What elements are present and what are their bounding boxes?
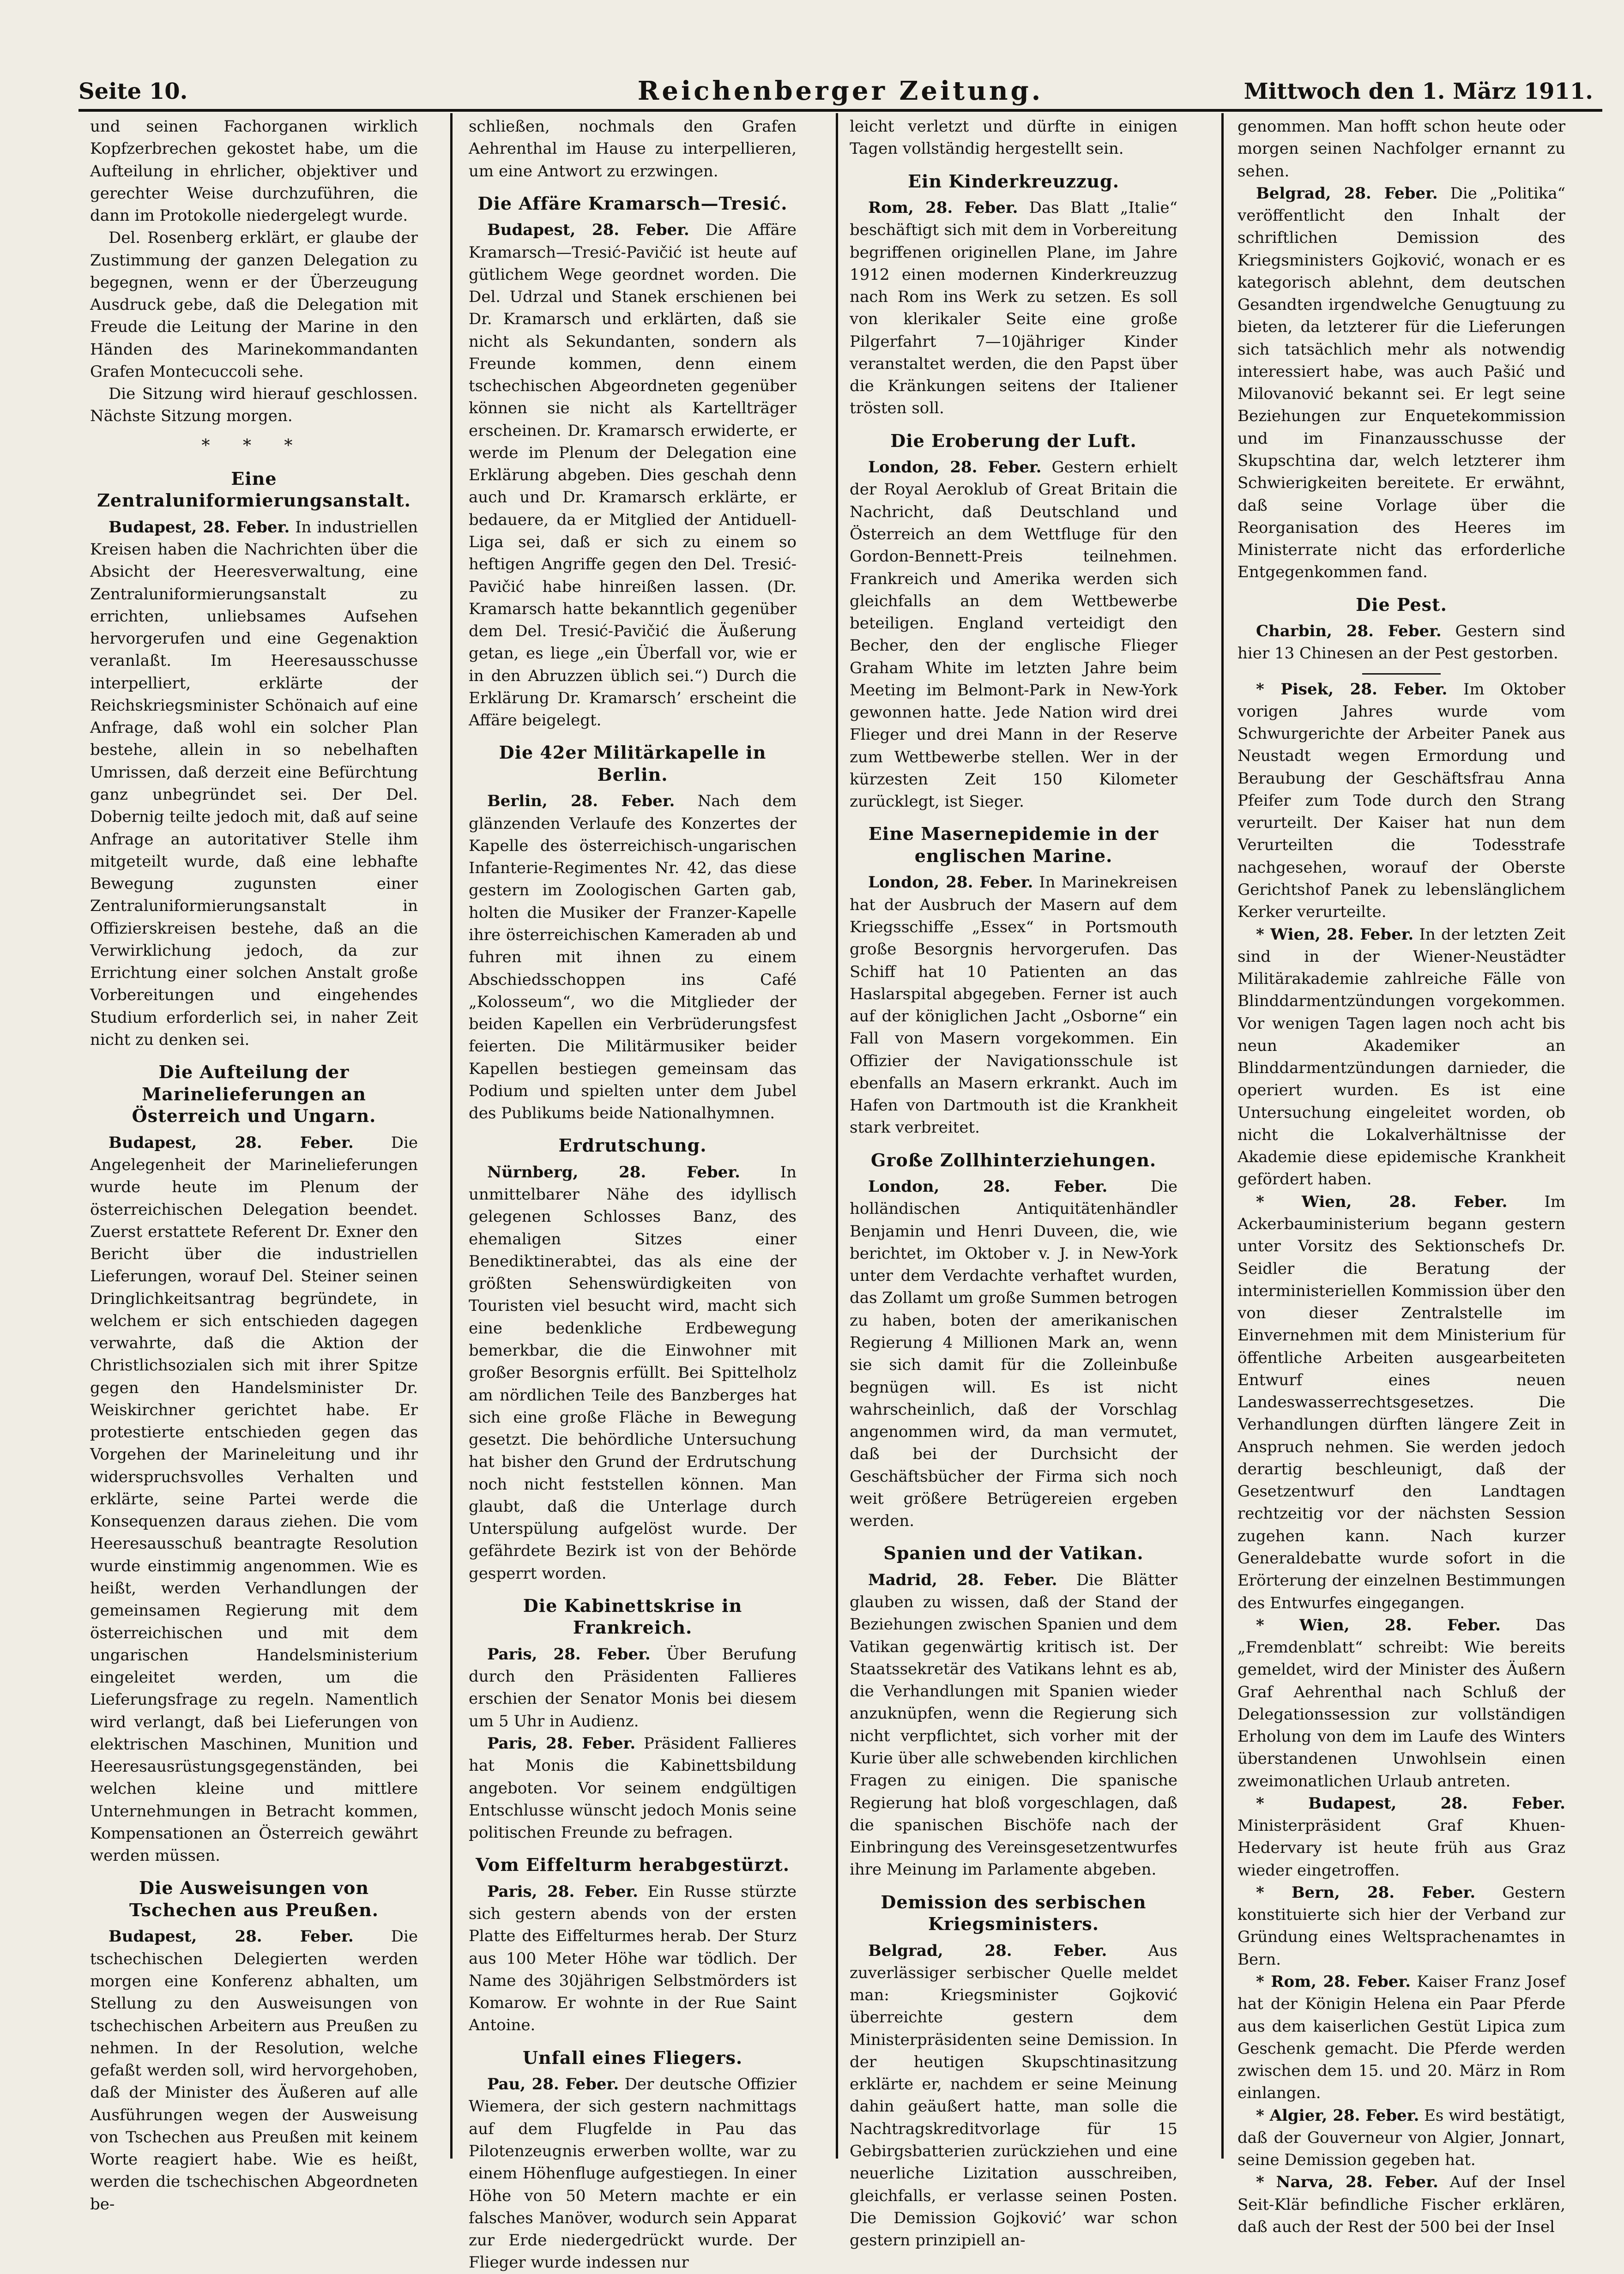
paragraph-text: Gestern konstituierte sich hier der Verband zur Gründung eines Weltsprachenamtes in Bern. bbox=[1238, 1883, 1565, 1969]
article-paragraph bbox=[1238, 678, 1565, 923]
article-heading: Erdrutschung. bbox=[558, 1135, 707, 1156]
article-paragraph bbox=[469, 1161, 797, 1585]
article-heading: Die Affäre Kramarsch—Tresić. bbox=[477, 193, 788, 214]
dateline: Budapest, 28. Feber. bbox=[109, 518, 290, 537]
paragraph-text: Ein Russe stürzte sich gestern abends von der ersten Platte des Eiffelturmes herab. Der Sturz aus 100 Meter Höhe war tödlich. Der Name des 30jährigen Selbstmörders ist Komarow. Er wohnte in der Rue Saint Antoine. bbox=[469, 1882, 797, 2035]
article-heading: Große Zollhinterziehungen. bbox=[870, 1149, 1157, 1170]
article-paragraph bbox=[850, 1569, 1177, 1881]
paragraph-text: Ministerpräsident Graf Khuen-Hedervary ist heute früh aus Graz wieder eingetroffen. bbox=[1238, 1816, 1565, 1880]
dateline: * Narva, 28. Feber. bbox=[1256, 2173, 1438, 2192]
article-paragraph bbox=[850, 1176, 1177, 1532]
dateline: * Pisek, 28. Feber. bbox=[1256, 680, 1448, 699]
dateline: London, 28. Feber. bbox=[868, 1177, 1108, 1196]
dateline: Budapest, 28. Feber. bbox=[109, 1133, 354, 1152]
dateline: Paris, 28. Feber. bbox=[487, 1734, 636, 1753]
paragraph-text: Kaiser Franz Josef hat der Königin Helena ein Paar Pferde aus dem kaiserlichen Gestüt Lipica zum Geschenk gemacht. Die Pferde werden zwischen dem 15. und 20. März in Rom einlangen. bbox=[1238, 1972, 1565, 2103]
article-paragraph bbox=[90, 227, 418, 383]
article-paragraph bbox=[1238, 2171, 1565, 2238]
article-paragraph bbox=[1238, 923, 1565, 1191]
dateline: London, 28. Feber. bbox=[868, 873, 1033, 892]
paragraph-text: Die Blätter glauben zu wissen, daß der Stand der Beziehungen zwischen Spanien und dem Vatikan gegenwärtig kritisch ist. Der Staatssekretär des Vatikans lehnt es ab, die Verhandlungen mit Spanien wieder anzuknüpfen, wenn die Regierung sich nicht verpflichtet, sich vorher mit der Kurie über alle schwebenden kirchlichen Fragen zu einigen. Die spanische Regierung hat bloß vorgeschlagen, daß die spanischen Bischöfe nach der Einbringung des Vereinsgesetzentwurfes ihre Meinung im Parlamente abgeben. bbox=[850, 1570, 1177, 1879]
article-paragraph bbox=[1238, 1191, 1565, 1614]
dateline: London, 28. Feber. bbox=[868, 458, 1042, 477]
dateline: Rom, 28. Feber. bbox=[868, 199, 1018, 217]
header-rule bbox=[78, 109, 1602, 112]
dateline: Pau, 28. Feber. bbox=[487, 2075, 619, 2094]
paragraph-text: schließen, nochmals den Grafen Aehrenthal im Hause zu interpellieren, um eine Antwort zu erzwingen. bbox=[469, 117, 797, 181]
article-heading: Die Eroberung der Luft. bbox=[890, 430, 1137, 451]
article-heading: Die Aufteilung der Marinelieferungen an Österreich und Ungarn. bbox=[132, 1062, 376, 1127]
dateline: * Wien, 28. Feber. bbox=[1256, 925, 1414, 944]
article-heading: Die Pest. bbox=[1356, 594, 1447, 615]
dateline: Budapest, 28. Feber. bbox=[109, 1927, 354, 1946]
paragraph-text: Präsident Fallieres hat Monis die Kabinettsbildung angeboten. Vor seinem endgültigen Entschlusse wünscht jedoch Monis seine politischen Freunde zu befragen. bbox=[469, 1734, 797, 1842]
paragraph-text: Die Angelegenheit der Marinelieferungen wurde heute im Plenum der österreichischen Delegation beendet. Zuerst erstattete Referent Dr. Exner den Bericht über die industriellen Lieferungen, worauf Del. Steiner seinen Dringlichkeitsantrag begründete, in welchem er sich entschieden dagegen verwahrte, daß die Aktion der Christlichsozialen sich mit ihrer Spitze gegen den Handelsminister Dr. Weiskirchner gerichtet habe. Er protestierte entschieden gegen das Vorgehen der Marineleitung und ihr widerspruchsvolles Verhalten und erklärte, seine Partei werde die Konsequenzen daraus ziehen. Die vom Heeresausschuß beantragte Resolution wurde einstimmig angenommen. Wie es heißt, werden Verhandlungen der gemeinsamen Regierung mit dem österreichischen und mit dem ungarischen Handelsministerium eingeleitet werden, um die Lieferungsfrage zu regeln. Namentlich wird verlangt, daß bei Lieferungen von elektrischen Maschinen, Munition und Heeresausrüstungsgegenständen, bei welchen kleine und mittlere Unternehmungen in Betracht kommen, Kompensationen an Österreich gewährt werden müssen. bbox=[90, 1133, 418, 1865]
article-paragraph bbox=[1238, 1792, 1565, 1882]
paragraph-text: genommen. Man hofft schon heute oder morgen seinen Nachfolger ernannt zu sehen. bbox=[1238, 117, 1565, 181]
issue-date: Mittwoch den 1. März 1911. bbox=[1244, 78, 1593, 104]
dateline: Charbin, 28. Feber. bbox=[1256, 622, 1442, 641]
newspaper-title: Reichenberger Zeitung. bbox=[637, 76, 1044, 106]
dateline: * Wien, 28. Feber. bbox=[1256, 1616, 1501, 1635]
paragraph-text: Die Sitzung wird hierauf geschlossen. Nächste Sitzung morgen. bbox=[90, 385, 418, 426]
column-separator bbox=[450, 113, 453, 2159]
article-paragraph bbox=[850, 871, 1177, 1139]
article-paragraph bbox=[1238, 1882, 1565, 1971]
article-paragraph bbox=[90, 1925, 418, 2215]
article-paragraph bbox=[469, 219, 797, 731]
paragraph-text: Die „Politika“ veröffentlicht den Inhalt der schriftlichen Demission des Kriegsministers Gojković, wonach er es kategorisch ablehnt, dem deutschen Gesandten irgendwelche Genugtuung zu bieten, da letzterer für die Lieferungen sich tatsächlich mehr als notwendig interessiert habe, was auch Pašić und Milovanović bekannt sei. Er legt seine Beziehungen zur Enquetekommission und im Finanzausschusse der Skupschtina dar, welch letzterer ihm Schwierigkeiten bereitete. Er erwähnt, daß seine Vorlage über die Reorganisation des Heeres im Ministerrate nicht das erforderliche Entgegenkommen fand. bbox=[1238, 184, 1565, 582]
article-paragraph bbox=[90, 516, 418, 1051]
article-paragraph bbox=[1238, 1614, 1565, 1792]
article-heading: Unfall eines Fliegers. bbox=[522, 2047, 743, 2068]
dateline: * Rom, 28. Feber. bbox=[1256, 1972, 1411, 1991]
article-heading: Eine Zentraluniformierungsanstalt. bbox=[97, 468, 411, 511]
section-divider-stars: * * * bbox=[201, 436, 307, 455]
dateline: * Algier, 28. Feber. bbox=[1256, 2106, 1419, 2125]
paragraph-text: Die Affäre Kramarsch—Tresić-Pavičić ist heute auf gütlichem Wege geordnet worden. Die Del. Udrzal und Stanek erschienen bei Dr. Kramarsch und erklärten, daß sie nicht als Sekundanten, sondern als Freunde kommen, denn einem tschechischen Abgeordneten gegenüber können sie nicht als Kartellträger erscheinen. Dr. Kramarsch erwiderte, er werde im Plenum der Delegation eine Erklärung abgeben. Dies geschah denn auch und Dr. Kramarsch erklärte, er bedauere, da er Mitglied der Antiduell-Liga sei, daß er sich zu einem so heftigen Angriffe gegen den Del. Tresić-Pavičić habe hinreißen lassen. (Dr. Kramarsch hatte bekanntlich gegenüber dem Del. Tresić-Pavičić die Äußerung getan, es liege „ein Überfall vor, wie er in den Abruzzen üblich sei.“) Durch die Erklärung Dr. Kramarsch’ erscheint die Affäre beigelegt. bbox=[469, 221, 797, 730]
paragraph-text: leicht verletzt und dürfte in einigen Tagen vollständig hergestellt sein. bbox=[850, 117, 1177, 158]
article-heading: Spanien und der Vatikan. bbox=[883, 1543, 1144, 1564]
article-paragraph bbox=[469, 115, 797, 182]
page-number: Seite 10. bbox=[78, 78, 188, 104]
paragraph-text: Aus zuverlässiger serbischer Quelle meldet man: Kriegsminister Gojković überreichte gestern dem Ministerpräsidenten seine Demission. In der heutigen Skupschtinasitzung erklärte er, nachdem er seine Meinung dahin geäußert hatte, man solle die Nachtragskreditvorlage für 15 Gebirgsbatterien zurückziehen und eine neuerliche Lizitation ausschreiben, gleichfalls, er verlasse seinen Posten. Die Demission Gojković’ war schon gestern prinzipiell an- bbox=[850, 1941, 1177, 2250]
article-paragraph bbox=[850, 197, 1177, 420]
column-separator bbox=[836, 113, 838, 2159]
article-heading: Die Ausweisungen von Tschechen aus Preußen. bbox=[129, 1877, 379, 1920]
article-paragraph bbox=[469, 2073, 797, 2274]
article-paragraph bbox=[469, 1732, 797, 1844]
article-paragraph bbox=[1238, 182, 1565, 584]
paragraph-text: Die tschechischen Delegierten werden morgen eine Konferenz abhalten, um Stellung zu den Ausweisungen von tschechischen Arbeitern aus Preußen zu nehmen. In der Resolution, welche gefaßt werden soll, wird hervorgehoben, daß der Minister des Äußeren auf alle Ausführungen wegen der Ausweisung von Tschechen aus Preußen mit keinem Worte reagiert habe. Wie es heißt, werden die tschechischen Abgeordneten be- bbox=[90, 1927, 418, 2214]
dateline: Berlin, 28. Feber. bbox=[487, 792, 675, 811]
article-paragraph bbox=[469, 790, 797, 1124]
paragraph-text: Das Blatt „Italie“ beschäftigt sich mit dem in Vorbereitung begriffenen originellen Plane, im Jahre 1912 einen modernen Kinderkreuzzug nach Rom ins Werk zu setzen. Es soll von klerikaler Seite eine große Pilgerfahrt 7—10jähriger Kinder veranstaltet werden, die den Papst über die Kränkungen seitens der Italiener trösten soll. bbox=[850, 199, 1177, 418]
paragraph-text: In unmittelbarer Nähe des idyllisch gelegenen Schlosses Banz, des ehemaligen Sitzes einer Benediktinerabtei, das als eine der größten Sehenswürdigkeiten von Touristen viel besucht wird, macht sich eine bedenkliche Erdbewegung bemerkbar, die die Einwohner mit großer Besorgnis erfüllt. Bei Spittelholz am nördlichen Teile des Banzberges hat sich eine große Fläche in Bewegung gesetzt. Die behördliche Untersuchung hat bisher den Grund der Erdrutschung noch nicht feststellen können. Man glaubt, daß die Unterlage durch Unterspülung aufgelöst wurde. Der gefährdete Bezirk ist von der Behörde gesperrt worden. bbox=[469, 1163, 797, 1583]
dateline: Nürnberg, 28. Feber. bbox=[487, 1163, 740, 1182]
paragraph-text: Gestern erhielt der Royal Aeroklub of Great Britain die Nachricht, daß Deutschland und Österreich an dem Wettfluge für den Gordon-Bennett-Preis teilnehmen. Frankreich und Amerika werden sich gleichfalls an dem Wettbewerbe beteiligen. England verteidigt den Becher, den der englische Flieger Graham White im letzten Jahre beim Meeting im Belmont-Park in New-York gewonnen hatte. Jede Nation wird drei Flieger und drei Mann in der Reserve zum Wettbewerbe stellen. Wer in der kürzesten Zeit 150 Kilometer zurücklegt, ist Sieger. bbox=[850, 458, 1177, 811]
column-separator bbox=[1221, 113, 1224, 2159]
article-paragraph bbox=[90, 1132, 418, 1867]
dateline: * Wien, 28. Feber. bbox=[1256, 1192, 1508, 1211]
dateline: * Bern, 28. Feber. bbox=[1256, 1883, 1476, 1902]
article-heading: Eine Masernepidemie in der englischen Marine. bbox=[868, 823, 1159, 866]
paragraph-text: In der letzten Zeit sind in der Wiener-Neustädter Militärakademie zahlreiche Fälle von Blinddarmentzündungen vorgekommen. Vor wenigen Tagen lagen noch acht bis neun Akademiker an Blinddarmentzündungen darnieder, die operiert wurden. Es ist eine Untersuchung eingeleitet worden, ob nicht die Lokalverhältnisse der Akademie diese epidemische Krankheit gefördert haben. bbox=[1238, 925, 1566, 1189]
article-paragraph bbox=[469, 1643, 797, 1732]
paragraph-text: In Marinekreisen hat der Ausbruch der Masern auf dem Kriegsschiffe „Essex“ in Portsmouth große Besorgnis hervorgerufen. Das Schiff hat 10 Patienten an das Haslarspital abgegeben. Ferner ist auch auf der königlichen Jacht „Osborne“ ein Fall von Masern vorgekommen. Ein Offizier der Navigationsschule ist ebenfalls an Masern erkrankt. Auch im Hafen von Dartmouth ist die Krankheit stark verbreitet. bbox=[850, 873, 1178, 1137]
dateline: Paris, 28. Feber. bbox=[487, 1882, 638, 1901]
paragraph-text: Es wird bestätigt, daß der Gouverneur von Algier, Jonnart, seine Demission gegeben hat. bbox=[1238, 2106, 1566, 2170]
article-paragraph bbox=[850, 456, 1177, 813]
article-heading: Vom Eiffelturm herabgestürzt. bbox=[476, 1854, 790, 1876]
text-column-3 bbox=[850, 115, 1178, 2250]
article-heading: Demission des serbischen Kriegsministers. bbox=[881, 1891, 1147, 1935]
dateline: Madrid, 28. Feber. bbox=[868, 1570, 1057, 1589]
article-heading: Ein Kinderkreuzzug. bbox=[908, 170, 1119, 192]
paragraph-text: Das „Fremdenblatt“ schreibt: Wie bereits gemeldet, wird der Minister des Äußern Graf Aehrenthal nach Schluß der Delegationssession zur vollständigen Erholung von dem im Laufe des Winters überstandenen Unwohlsein einen zweimonatlichen Urlaub antreten. bbox=[1238, 1616, 1565, 1791]
paragraph-text: Über Berufung durch den Präsidenten Fallieres erschien der Senator Monis bei diesem um 5 Uhr in Audienz. bbox=[469, 1645, 797, 1731]
paragraph-text: Nach dem glänzenden Verlaufe des Konzertes der Kapelle des österreichisch-ungarischen Infanterie-Regimentes Nr. 42, das diese gestern im Zoologischen Garten gab, holten die Musiker der Franzer-Kapelle ihre österreichischen Kameraden ab und fuhren mit ihnen zu einem Abschiedsschoppen ins Café „Kolosseum“, wo die Mitglieder der beiden Kapellen ein Verbrüderungsfest feierten. Die Militärmusiker beider Kapellen bestiegen gemeinsam das Podium und spielten unter dem Jubel des Publikums beide Nationalhymnen. bbox=[469, 792, 797, 1123]
article-paragraph bbox=[469, 1881, 797, 2037]
page-header bbox=[78, 69, 1602, 111]
article-paragraph bbox=[850, 1940, 1177, 2252]
article-heading: Die Kabinettskrise in Frankreich. bbox=[523, 1595, 743, 1638]
article-paragraph bbox=[1238, 1971, 1565, 2105]
dateline: Belgrad, 28. Feber. bbox=[868, 1941, 1107, 1960]
paragraph-text: Del. Rosenberg erklärt, er glaube der Zustimmung der ganzen Delegation zu begegnen, wenn er der Überzeugung Ausdruck gebe, daß die Delegation mit Freude die Leitung der Marine in den Händen des Marinekommandanten Grafen Montecuccoli sehe. bbox=[90, 229, 418, 381]
article-paragraph bbox=[850, 115, 1177, 160]
paragraph-text: Im Ackerbauministerium begann gestern unter Vorsitz des Sektionschefs Dr. Seidler die Beratung der interministeriellen Kommission über den von dieser Zentralstelle im Einvernehmen mit dem Ministerium für öffentliche Arbeiten ausgearbeiteten Entwurf eines neuen Landeswasserrechtsgesetzes. Die Verhandlungen dürften längere Zeit in Anspruch nehmen. Sie werden jedoch derartig beschleunigt, daß der Gesetzentwurf den Landtagen rechtzeitig vor der nächsten Session zugehen kann. Nach kurzer Generaldebatte wurde sofort in die Erörterung der einzelnen Bestimmungen des Entwurfes eingegangen. bbox=[1238, 1192, 1565, 1612]
paragraph-text: Gestern sind hier 13 Chinesen an der Pest gestorben. bbox=[1238, 622, 1565, 663]
article-heading: Die 42er Militärkapelle in Berlin. bbox=[499, 742, 767, 785]
dateline: * Budapest, 28. Feber. bbox=[1256, 1794, 1565, 1813]
article-paragraph bbox=[1238, 115, 1565, 182]
paragraph-text: Im Oktober vorigen Jahres wurde vom Schwurgerichte der Arbeiter Panek aus Neustadt wegen Ermordung und Beraubung der Geschäftsfrau Anna Pfeifer zum Tode durch den Strang verurteilt. Der Kaiser hat nun dem Verurteilten die Todesstrafe nachgesehen, worauf der Oberste Gerichtshof Panek zu lebenslänglichem Kerker verurteilte. bbox=[1238, 680, 1565, 922]
article-paragraph bbox=[90, 383, 418, 428]
text-column-4 bbox=[1238, 115, 1566, 2236]
article-paragraph bbox=[90, 115, 418, 227]
dateline: Paris, 28. Feber. bbox=[487, 1645, 651, 1664]
text-column-2 bbox=[469, 115, 797, 2272]
paragraph-text: und seinen Fachorganen wirklich Kopfzerbrechen gekostet habe, um die Aufteilung in ehrlicher, objektiver und gerechter Weise durchzuführen, die dann im Protokolle niedergelegt wurde. bbox=[90, 117, 418, 225]
article-paragraph bbox=[1238, 620, 1565, 665]
paragraph-text: Die holländischen Antiquitätenhändler Benjamin und Henri Duveen, die, wie berichtet, im Oktober v. J. in New-York unter dem Verdachte verhaftet wurden, das Zollamt um große Summen betrogen zu haben, boten der amerikanischen Regierung 4 Millionen Mark an, wenn sie sich damit für die Zolleinbuße begnügen will. Es ist nicht wahrscheinlich, daß der Vorschlag angenommen wird, da man vermutet, daß bei der Durchsicht der Geschäftsbücher der Firma sich noch weit größere Betrügereien ergeben werden. bbox=[850, 1177, 1177, 1531]
dateline: Belgrad, 28. Feber. bbox=[1256, 184, 1438, 203]
paragraph-text: Der deutsche Offizier Wiemera, der sich gestern nachmittags auf dem Flugfelde in Pau das Pilotenzeugnis erwerben wollte, war zu einem Höhenfluge aufgestiegen. In einer Höhe von 50 Metern machte er ein falsches Manöver, wodurch sein Apparat zur Erde niedergedrückt wurde. Der Flieger wurde indessen nur bbox=[469, 2075, 797, 2272]
text-column-1 bbox=[90, 115, 418, 2214]
paragraph-text: In industriellen Kreisen haben die Nachrichten über die Absicht der Heeresverwaltung, eine Zentraluniformierungsanstalt zu errichten, unliebsames Aufsehen hervorgerufen und eine Gegenaktion veranlaßt. Im Heeresausschusse interpelliert, erklärte der Reichskriegsminister Schönaich auf eine Anfrage, daß wohl ein solcher Plan bestehe, allein in so nebelhaften Umrissen, daß derzeit eine Befürchtung ganz unbegründet sei. Der Del. Dobernig teilte jedoch mit, daß auf seine Anfrage an autoritativer Stelle ihm mitgeteilt wurde, daß eine lebhafte Bewegung zugunsten einer Zentraluniformierungsanstalt in Offizierskreisen bestehe, daß an die Verwirklichung jedoch, da zur Errichtung einer solchen Anstalt große Vorbereitungen und eingehendes Studium erforderlich sei, in naher Zeit nicht zu denken sei. bbox=[90, 518, 418, 1049]
article-paragraph bbox=[1238, 2105, 1565, 2171]
dateline: Budapest, 28. Feber. bbox=[487, 221, 689, 240]
paragraph-text: Auf der Insel Seit-Klär befindliche Fischer erklären, daß auch der Rest der 500 bei der Insel bbox=[1238, 2173, 1565, 2236]
section-divider-rule bbox=[1362, 673, 1441, 675]
